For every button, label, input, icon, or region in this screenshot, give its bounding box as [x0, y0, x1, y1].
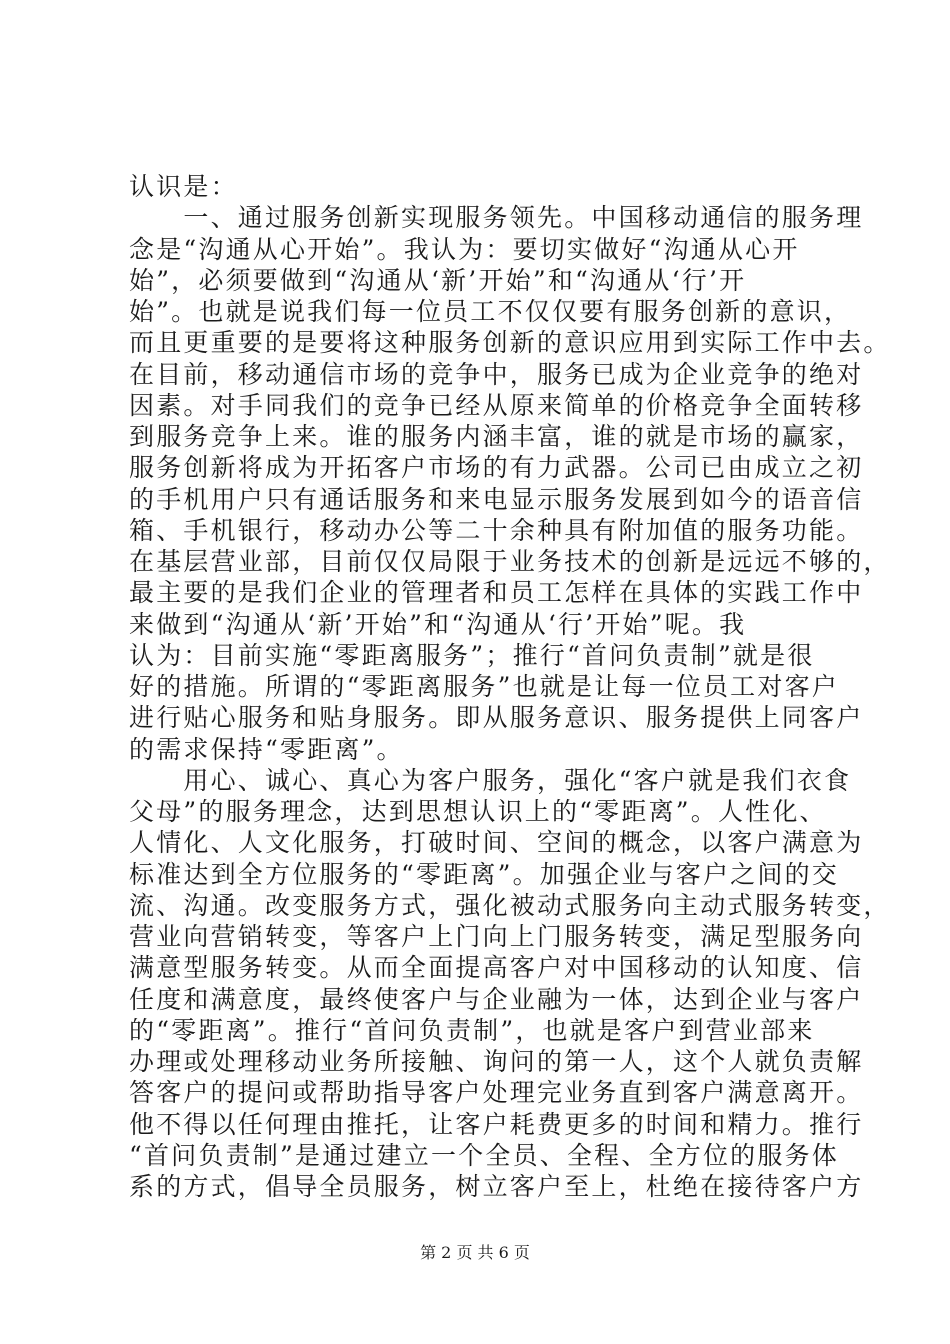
text-line: 的手机用户只有通话服务和来电显示服务发展到如今的语音信 — [129, 484, 864, 514]
text-line: 而且更重要的是要将这种服务创新的意识应用到实际工作中去。 — [129, 328, 891, 358]
text-line: 念是“沟通从心开始”。我认为：要切实做好“沟通从心开 — [129, 234, 800, 264]
text-line: 认为：目前实施“零距离服务”；推行“首问负责制”就是很 — [129, 640, 815, 670]
text-line: 始”，必须要做到“沟通从‘新’开始”和“沟通从‘行’开 — [129, 265, 747, 295]
text-line: 箱、手机银行，移动办公等二十余种具有附加值的服务功能。 — [129, 515, 864, 545]
text-line: 他不得以任何理由推托，让客户耗费更多的时间和精力。推行 — [129, 1109, 864, 1139]
text-line: 在目前，移动通信市场的竞争中，服务已成为企业竞争的绝对 — [129, 359, 864, 389]
text-line: 标准达到全方位服务的“零距离”。加强企业与客户之间的交 — [129, 859, 839, 889]
text-line: 最主要的是我们企业的管理者和员工怎样在具体的实践工作中 — [129, 578, 864, 608]
text-line: 答客户的提问或帮助指导客户处理完业务直到客户满意离开。 — [129, 1078, 864, 1108]
text-line: 的需求保持“零距离”。 — [129, 734, 404, 764]
text-line: 任度和满意度，最终使客户与企业融为一体，达到企业与客户 — [129, 984, 864, 1014]
text-line: 在基层营业部，目前仅仅局限于业务技术的创新是远远不够的， — [129, 547, 891, 576]
text-line: 用心、诚心、真心为客户服务，强化“客户就是我们衣食 — [129, 765, 852, 795]
text-line: 办理或处理移动业务所接触、询问的第一人，这个人就负责解 — [129, 1047, 864, 1076]
text-line: 父母”的服务理念，达到思想认识上的“零距离”。人性化、 — [129, 797, 827, 826]
text-line: 因素。对手同我们的竞争已经从原来简单的价格竞争全面转移 — [129, 390, 864, 420]
text-line: 进行贴心服务和贴身服务。即从服务意识、服务提供上同客户 — [129, 703, 864, 733]
text-line: 系的方式，倡导全员服务，树立客户至上，杜绝在接待客户方 — [129, 1172, 864, 1201]
document-body — [129, 171, 891, 1202]
text-line: 人情化、人文化服务，打破时间、空间的概念，以客户满意为 — [129, 828, 864, 858]
text-line: 始”。也就是说我们每一位员工不仅仅要有服务创新的意识， — [129, 297, 852, 326]
text-line: 服务创新将成为开拓客户市场的有力武器。公司已由成立之初 — [129, 453, 864, 483]
text-line: 满意型服务转变。从而全面提高客户对中国移动的认知度、信 — [129, 953, 864, 983]
page-number-footer: 第 2 页 共 6 页 — [420, 1243, 530, 1262]
text-line: 来做到“沟通从‘新’开始”和“沟通从‘行’开始”呢。我 — [129, 609, 747, 639]
text-line: 一、通过服务创新实现服务领先。中国移动通信的服务理 — [129, 203, 864, 233]
text-line: 流、沟通。改变服务方式，强化被动式服务向主动式服务转变， — [129, 890, 891, 920]
text-line: “首问负责制”是通过建立一个全员、全程、全方位的服务体 — [129, 1140, 839, 1170]
text-line: 的“零距离”。推行“首问负责制”，也就是客户到营业部来 — [129, 1015, 815, 1045]
text-line: 好的措施。所谓的“零距离服务”也就是让每一位员工对客户 — [129, 672, 839, 701]
text-line: 到服务竞争上来。谁的服务内涵丰富，谁的就是市场的赢家， — [129, 422, 864, 451]
text-line: 营业向营销转变，等客户上门向上门服务转变，满足型服务向 — [129, 922, 864, 951]
text-line: 认识是： — [129, 172, 238, 201]
